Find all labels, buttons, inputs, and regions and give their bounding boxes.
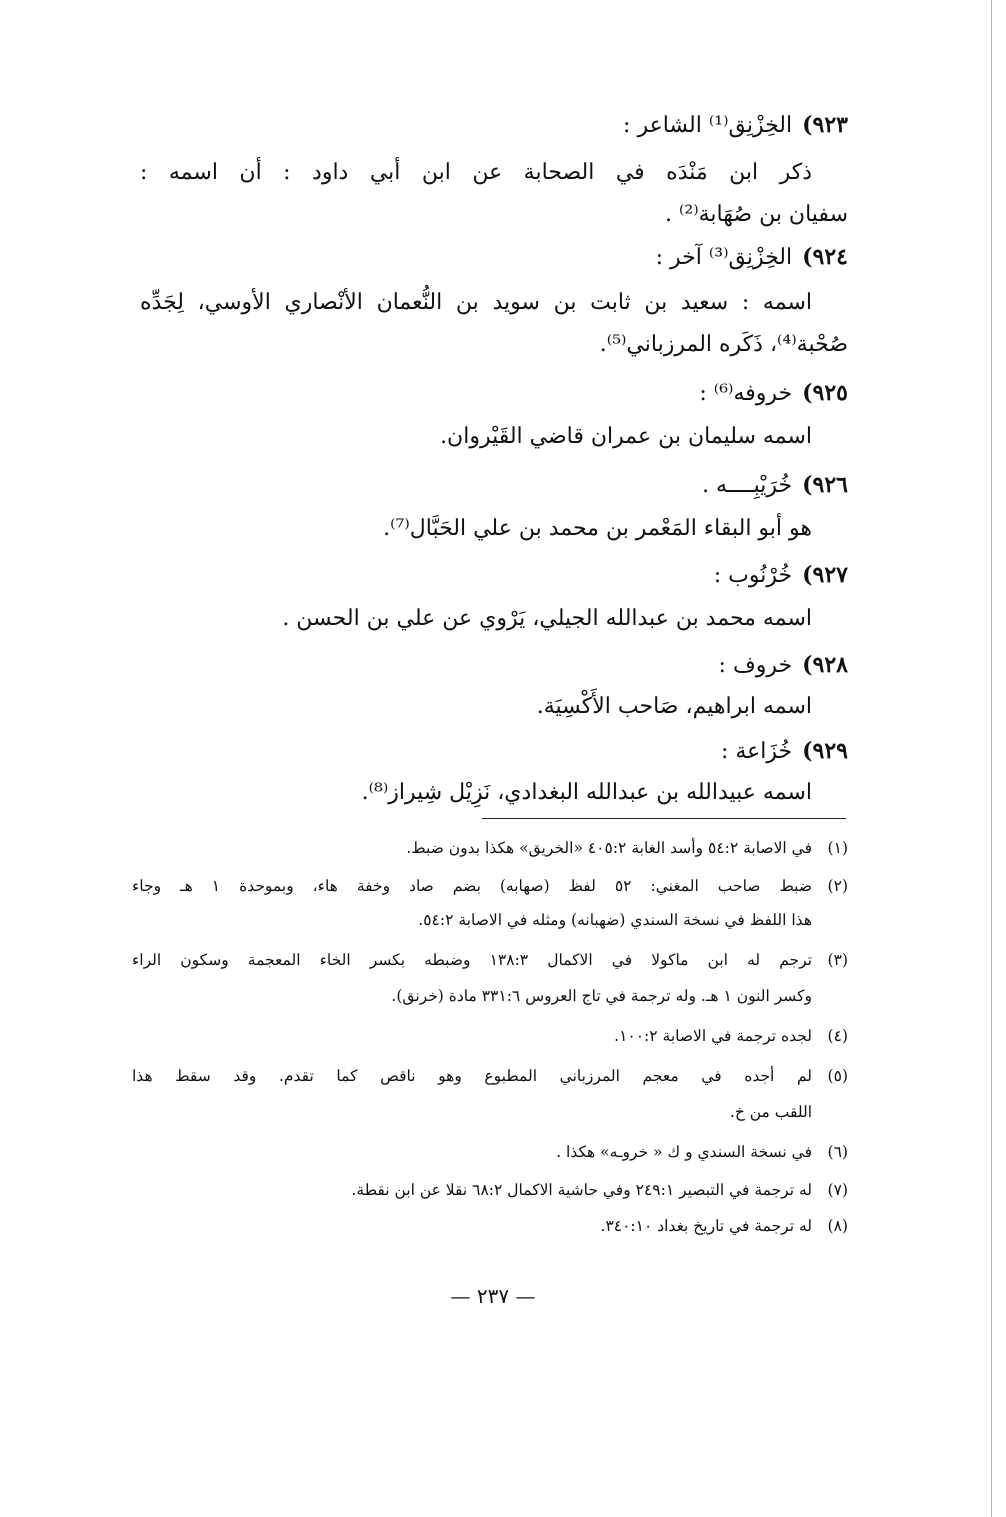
entry-923-line-1: ذكر ابن مَنْدَه في الصحابة عن ابن أبي داود : أن اسمه : xyxy=(140,160,812,185)
entry-923-line-2: سفيان بن صُهَابة⁽²⁾ . xyxy=(665,202,848,227)
footnote-label: (٤) xyxy=(827,1027,848,1045)
footnote-label: (٣) xyxy=(827,951,848,969)
entry-924-title: الخِزْنِق⁽³⁾ آخر : xyxy=(655,245,793,270)
footnote-label: (٥) xyxy=(827,1067,848,1085)
footnote-text: ترجم له ابن ماكولا في الاكمال ١٣٨:٣ وضبطه بكسر الخاء المعجمة وسكون الراء xyxy=(132,951,812,969)
entry-926-number: ٩٢٦) xyxy=(802,472,848,498)
entry-927-heading xyxy=(714,560,848,591)
entry-929-line-1: اسمه عبيدالله بن عبدالله البغدادي، نَزِيْل شِيراز⁽⁸⁾. xyxy=(361,780,812,805)
entry-928-line-1: اسمه ابراهيم، صَاحب الأَكْسِيَة. xyxy=(536,694,812,719)
entry-926-title: خُرَيْبِــــه . xyxy=(702,473,793,498)
entry-927-title: خُرْنُوب : xyxy=(713,563,793,588)
entry-928-number: ٩٢٨) xyxy=(802,652,848,678)
entry-924-line-2: صُحْبة⁽⁴⁾، ذَكَره المرزباني⁽⁵⁾. xyxy=(599,332,848,357)
entry-927-number: ٩٢٧) xyxy=(802,562,848,588)
entry-926-heading xyxy=(702,470,848,501)
entry-925-line-1: اسمه سليمان بن عمران قاضي القَيْروان. xyxy=(440,424,812,449)
entry-923-heading xyxy=(623,110,848,141)
entry-923-title: الخِزْنِق⁽¹⁾ الشاعر : xyxy=(623,113,793,138)
footnote-text: لم أجده في معجم المرزباني المطبوع وهو ناقص كما تقدم. وقد سقط هذا xyxy=(132,1067,812,1085)
entry-929-number: ٩٢٩) xyxy=(802,738,848,764)
footnote-text: في الاصابة ٥٤:٢ وأسد الغابة ٤٠٥:٢ «الخريق» هكذا بدون ضبط. xyxy=(406,839,812,857)
entry-925-heading xyxy=(699,378,848,409)
footnote-label: (٨) xyxy=(827,1217,848,1235)
footnote-label: (١) xyxy=(827,839,848,857)
footnote-separator xyxy=(482,818,846,819)
footnote-text: له ترجمة في التبصير ٢٤٩:١ وفي حاشية الاكمال ٦٨:٢ نقلا عن ابن نقطة. xyxy=(351,1181,812,1199)
entry-925-number: ٩٢٥) xyxy=(802,380,848,406)
footnote-text: له ترجمة في تاريخ بغداد ٣٤٠:١٠. xyxy=(600,1217,812,1235)
entry-924-line-1: اسمه : سعيد بن ثابت بن سويد بن النُّعمان الأنْصاري الأوسي، لِجَدِّه xyxy=(140,290,812,315)
footnote-label: (٦) xyxy=(827,1143,848,1161)
footnote-text: هذا اللفظ في نسخة السندي (ضهبانه) ومثله في الاصابة ٥٤:٢. xyxy=(418,911,812,929)
entry-928-heading xyxy=(719,650,848,681)
footnote-label: (٧) xyxy=(827,1181,848,1199)
entry-929-heading xyxy=(721,736,848,767)
footnote-text: لجده ترجمة في الاصابة ١٠٠:٢. xyxy=(614,1027,812,1045)
footnote-text: اللقب من خ. xyxy=(729,1103,812,1121)
entry-925-title: خروفه⁽⁶⁾ : xyxy=(699,381,793,406)
entry-923-number: ٩٢٣) xyxy=(802,112,848,138)
footnote-label: (٢) xyxy=(827,877,848,895)
entry-929-title: خُزَاعة : xyxy=(720,739,793,764)
page-number: — ٢٣٧ — xyxy=(450,1284,536,1308)
footnote-text: في نسخة السندي و ك « خروـه» هكذا . xyxy=(556,1143,812,1161)
entry-924-number: ٩٢٤) xyxy=(802,244,848,270)
entry-926-line-1: هو أبو البقاء المَعْمر بن محمد بن علي الحَبَّال⁽⁷⁾. xyxy=(383,516,812,541)
footnote-text: وكسر النون ١ هـ. وله ترجمة في تاج العروس ٣٣١:٦ مادة (خرنق). xyxy=(391,987,812,1005)
footnote-text: ضبط صاحب المغني: ٥٢ لفظ (صهابه) بضم صاد وخفة هاء، وبموحدة ١ هـ وجاء xyxy=(132,877,812,895)
entry-928-title: خروف : xyxy=(718,653,793,678)
entry-927-line-1: اسمه محمد بن عبدالله الجيلي، يَرْوي عن علي بن الحسن . xyxy=(282,606,812,631)
entry-924-heading xyxy=(656,242,848,273)
